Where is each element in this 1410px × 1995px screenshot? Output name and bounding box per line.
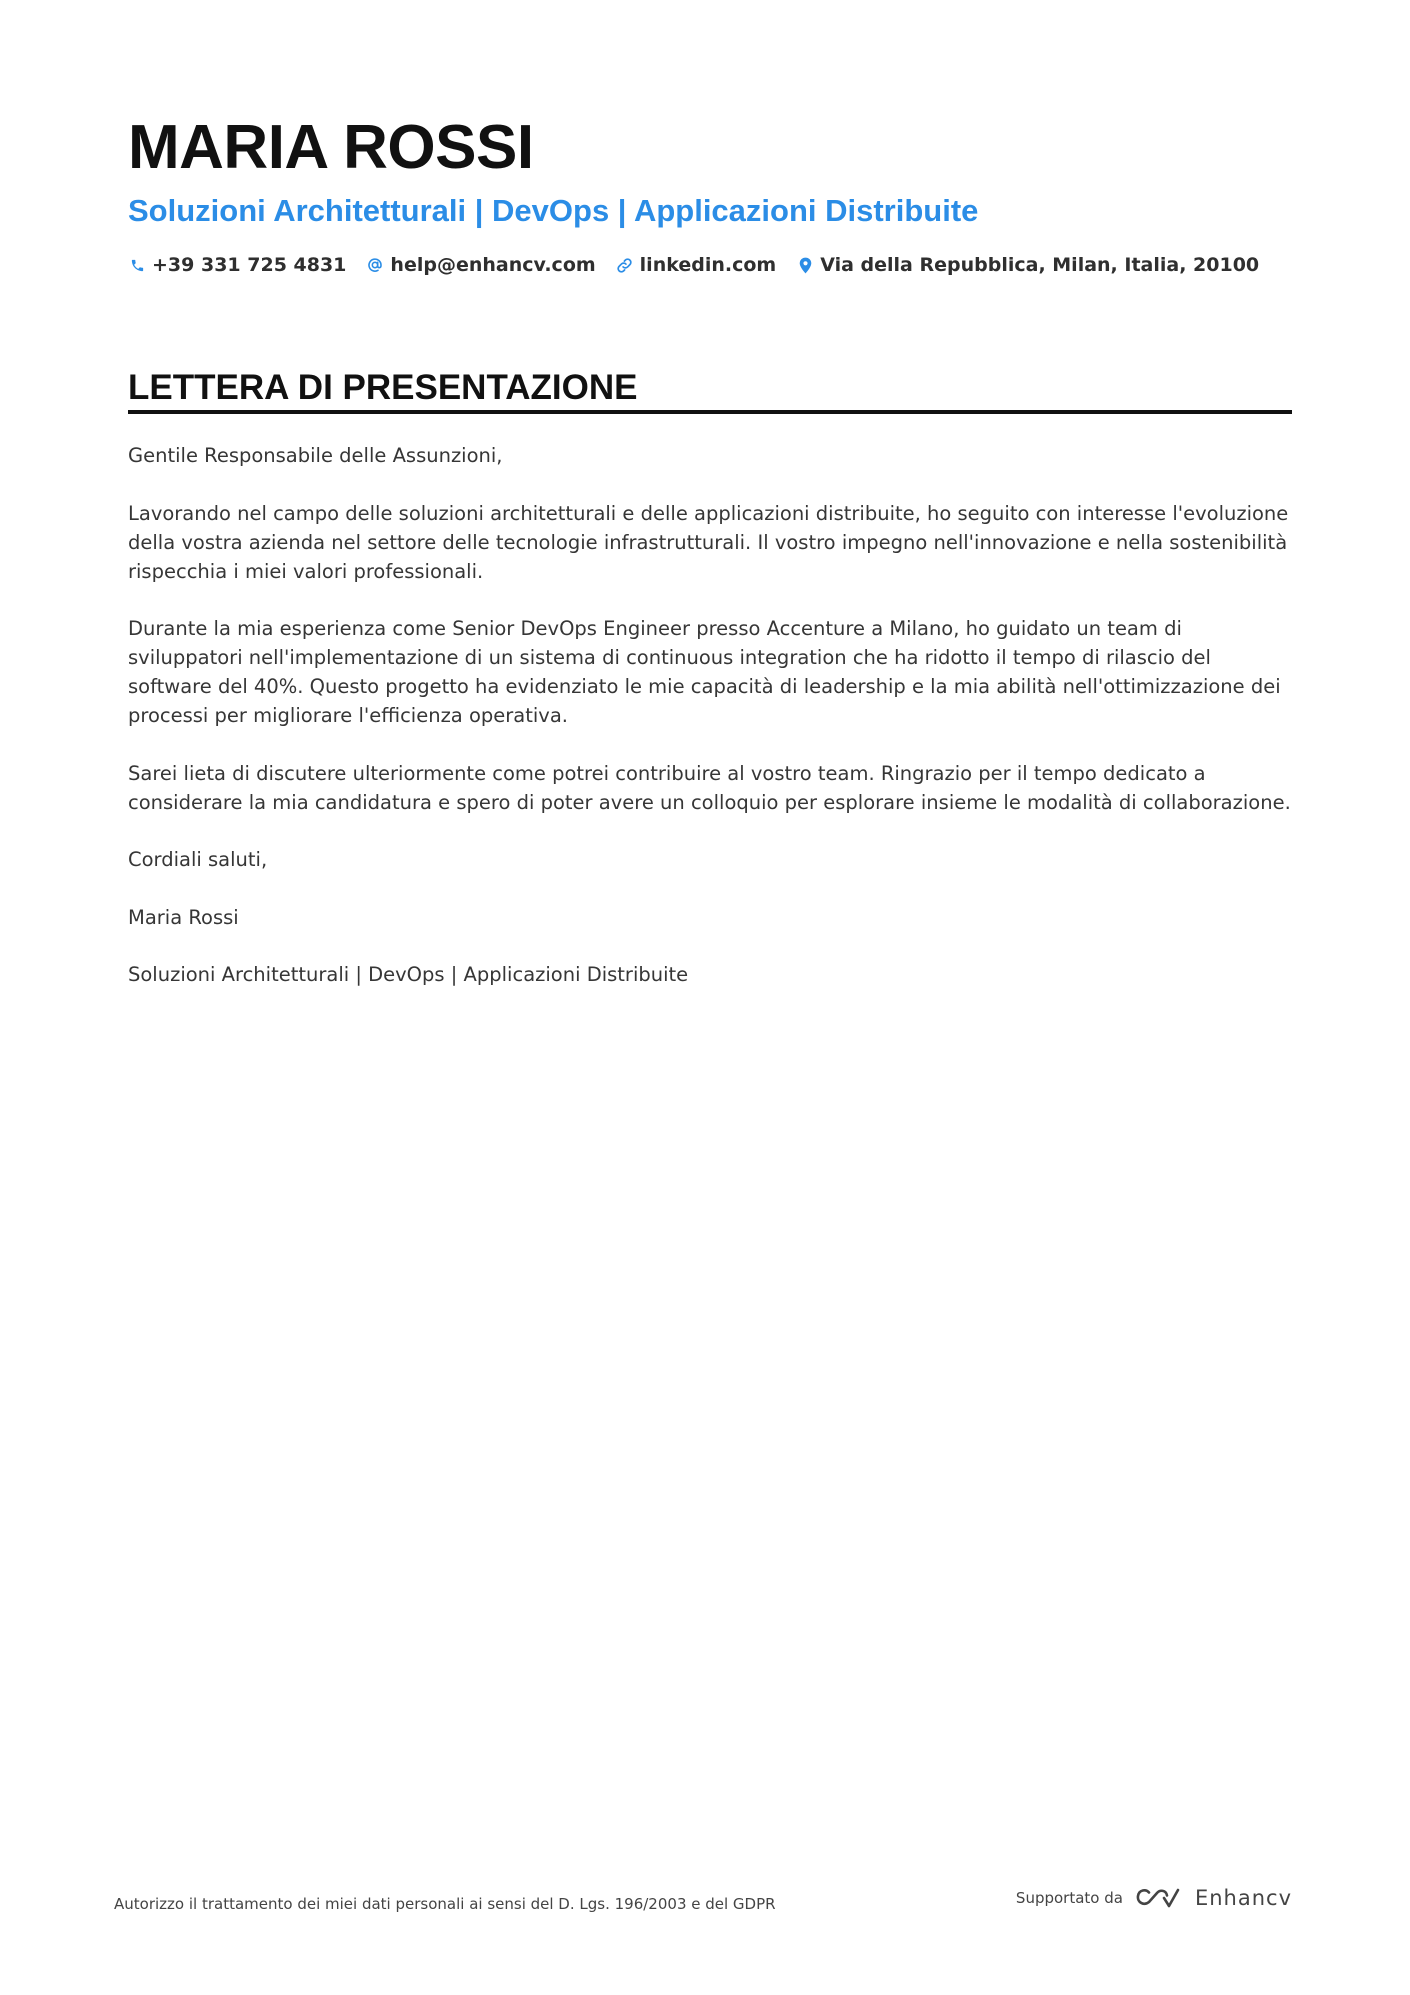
letter-salutation: Gentile Responsabile delle Assunzioni, — [128, 444, 503, 467]
location-text: Via della Repubblica, Milan, Italia, 20100 — [820, 254, 1260, 276]
contact-linkedin — [616, 254, 777, 276]
letter-closing: Cordiali saluti, — [128, 848, 268, 871]
map-pin-icon — [796, 256, 814, 274]
contact-email — [366, 254, 595, 276]
link-icon — [616, 256, 634, 274]
signature-name: Maria Rossi — [128, 905, 239, 929]
contact-bar — [128, 254, 1279, 276]
candidate-headline: Soluzioni Architetturali | DevOps | Applicazioni Distribuite — [128, 193, 979, 228]
phone-icon — [128, 256, 146, 274]
email-text: help@enhancv.com — [390, 254, 596, 276]
privacy-consent: Autorizzo il trattamento dei miei dati personali ai sensi del D. Lgs. 196/2003 e del GDPR — [114, 1895, 776, 1913]
signature-title: Soluzioni Architetturali | DevOps | Applicazioni Distribuite — [128, 963, 689, 986]
letter-paragraph: Lavorando nel campo delle soluzioni architetturali e delle applicazioni distribuite, ho seguito con interesse l'evoluzione della vostra azienda nel settore delle tecnologie infrastrutturali. Il vostro impegno nell'innovazione e nella sostenibilità rispecchia i miei valori professionali. — [128, 501, 1289, 583]
enhancv-brand: Enhancv — [1194, 1886, 1292, 1910]
linkedin-text: linkedin.com — [639, 254, 777, 276]
phone-text: +39 331 725 4831 — [152, 254, 347, 276]
resume-page — [128, 0, 1292, 1995]
powered-by[interactable] — [1016, 1886, 1292, 1910]
letter-paragraph: Durante la mia esperienza come Senior DevOps Engineer presso Accenture a Milano, ho guidato un team di sviluppatori nell'implementazione di un sistema di continuous integration che ha ridotto il tempo di rilascio del software del 40%. Questo progetto ha evidenziato le mie capacità di leadership e la mia abilità nell'ottimizzazione dei processi per migliorare l'efficienza operativa. — [128, 617, 1281, 727]
contact-phone — [128, 254, 346, 276]
section-divider — [128, 410, 1292, 414]
enhancv-logo-icon — [1135, 1886, 1181, 1910]
section-title: LETTERA DI PRESENTAZIONE — [128, 368, 638, 407]
at-icon — [366, 256, 384, 274]
letter-body — [128, 441, 1292, 1018]
candidate-name: MARIA ROSSI — [128, 113, 534, 182]
powered-by-label: Supportato da — [1015, 1889, 1123, 1907]
letter-paragraph: Sarei lieta di discutere ulteriormente come potrei contribuire al vostro team. Ringrazio per il tempo dedicato a considerare la mia candidatura e spero di poter avere un colloquio per esplorare insieme le modalità di collaborazione. — [128, 761, 1291, 814]
contact-location — [796, 254, 1259, 276]
